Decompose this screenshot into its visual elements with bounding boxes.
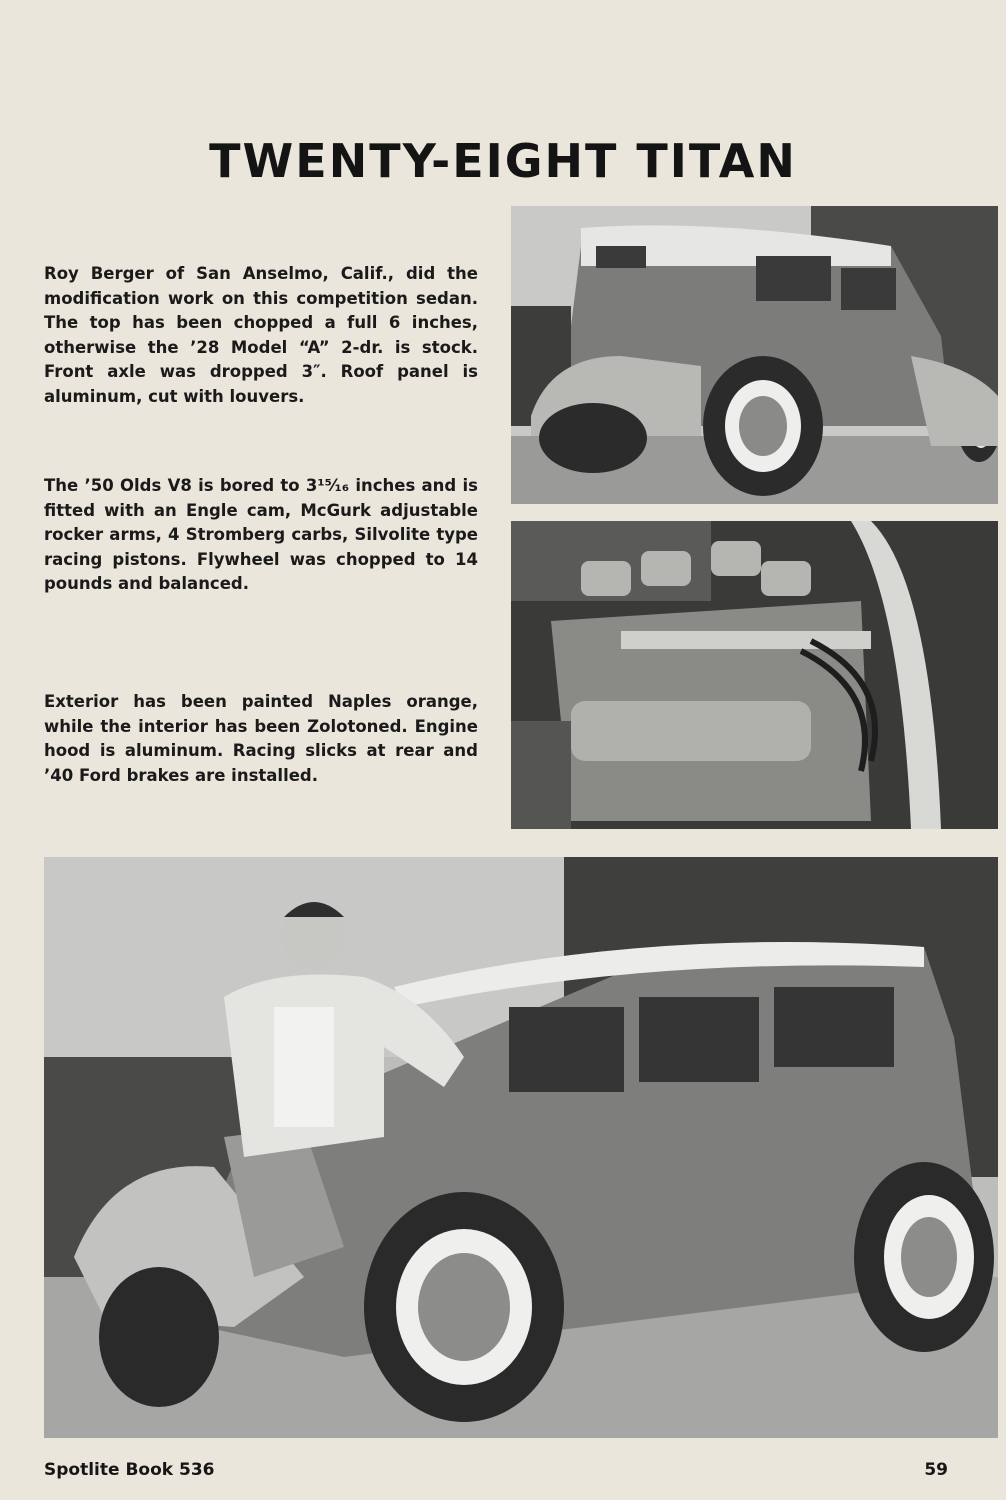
owner-with-car-photo xyxy=(44,857,998,1438)
page-title: TWENTY-EIGHT TITAN xyxy=(209,134,797,188)
footer-page-number: 59 xyxy=(924,1460,948,1480)
article-paragraph-3: Exterior has been painted Naples orange, while the interior has been Zolotoned. Engine hood is aluminum. Racing slicks at rear and ’40 Ford brakes are installed. xyxy=(44,692,478,785)
article-paragraph-1: Roy Berger of San Anselmo, Calif., did the modification work on this competition sedan. The top has been chopped a full 6 inches, otherwise the ’28 Model “A” 2-dr. is stock. Front axle was dropped 3″. Roof panel is aluminum, cut with louvers. xyxy=(44,264,478,406)
footer-publication: Spotlite Book 536 xyxy=(44,1460,215,1480)
sedan-rear-photo xyxy=(511,206,998,504)
engine-photo xyxy=(511,521,998,829)
article-paragraph-2: The ’50 Olds V8 is bored to 3¹⁵⁄₁₆ inches and is fitted with an Engle cam, McGurk adjustable rocker arms, 4 Stromberg carbs, Silvolite type racing pistons. Flywheel was chopped to 14 pounds and balanced. xyxy=(44,476,478,594)
